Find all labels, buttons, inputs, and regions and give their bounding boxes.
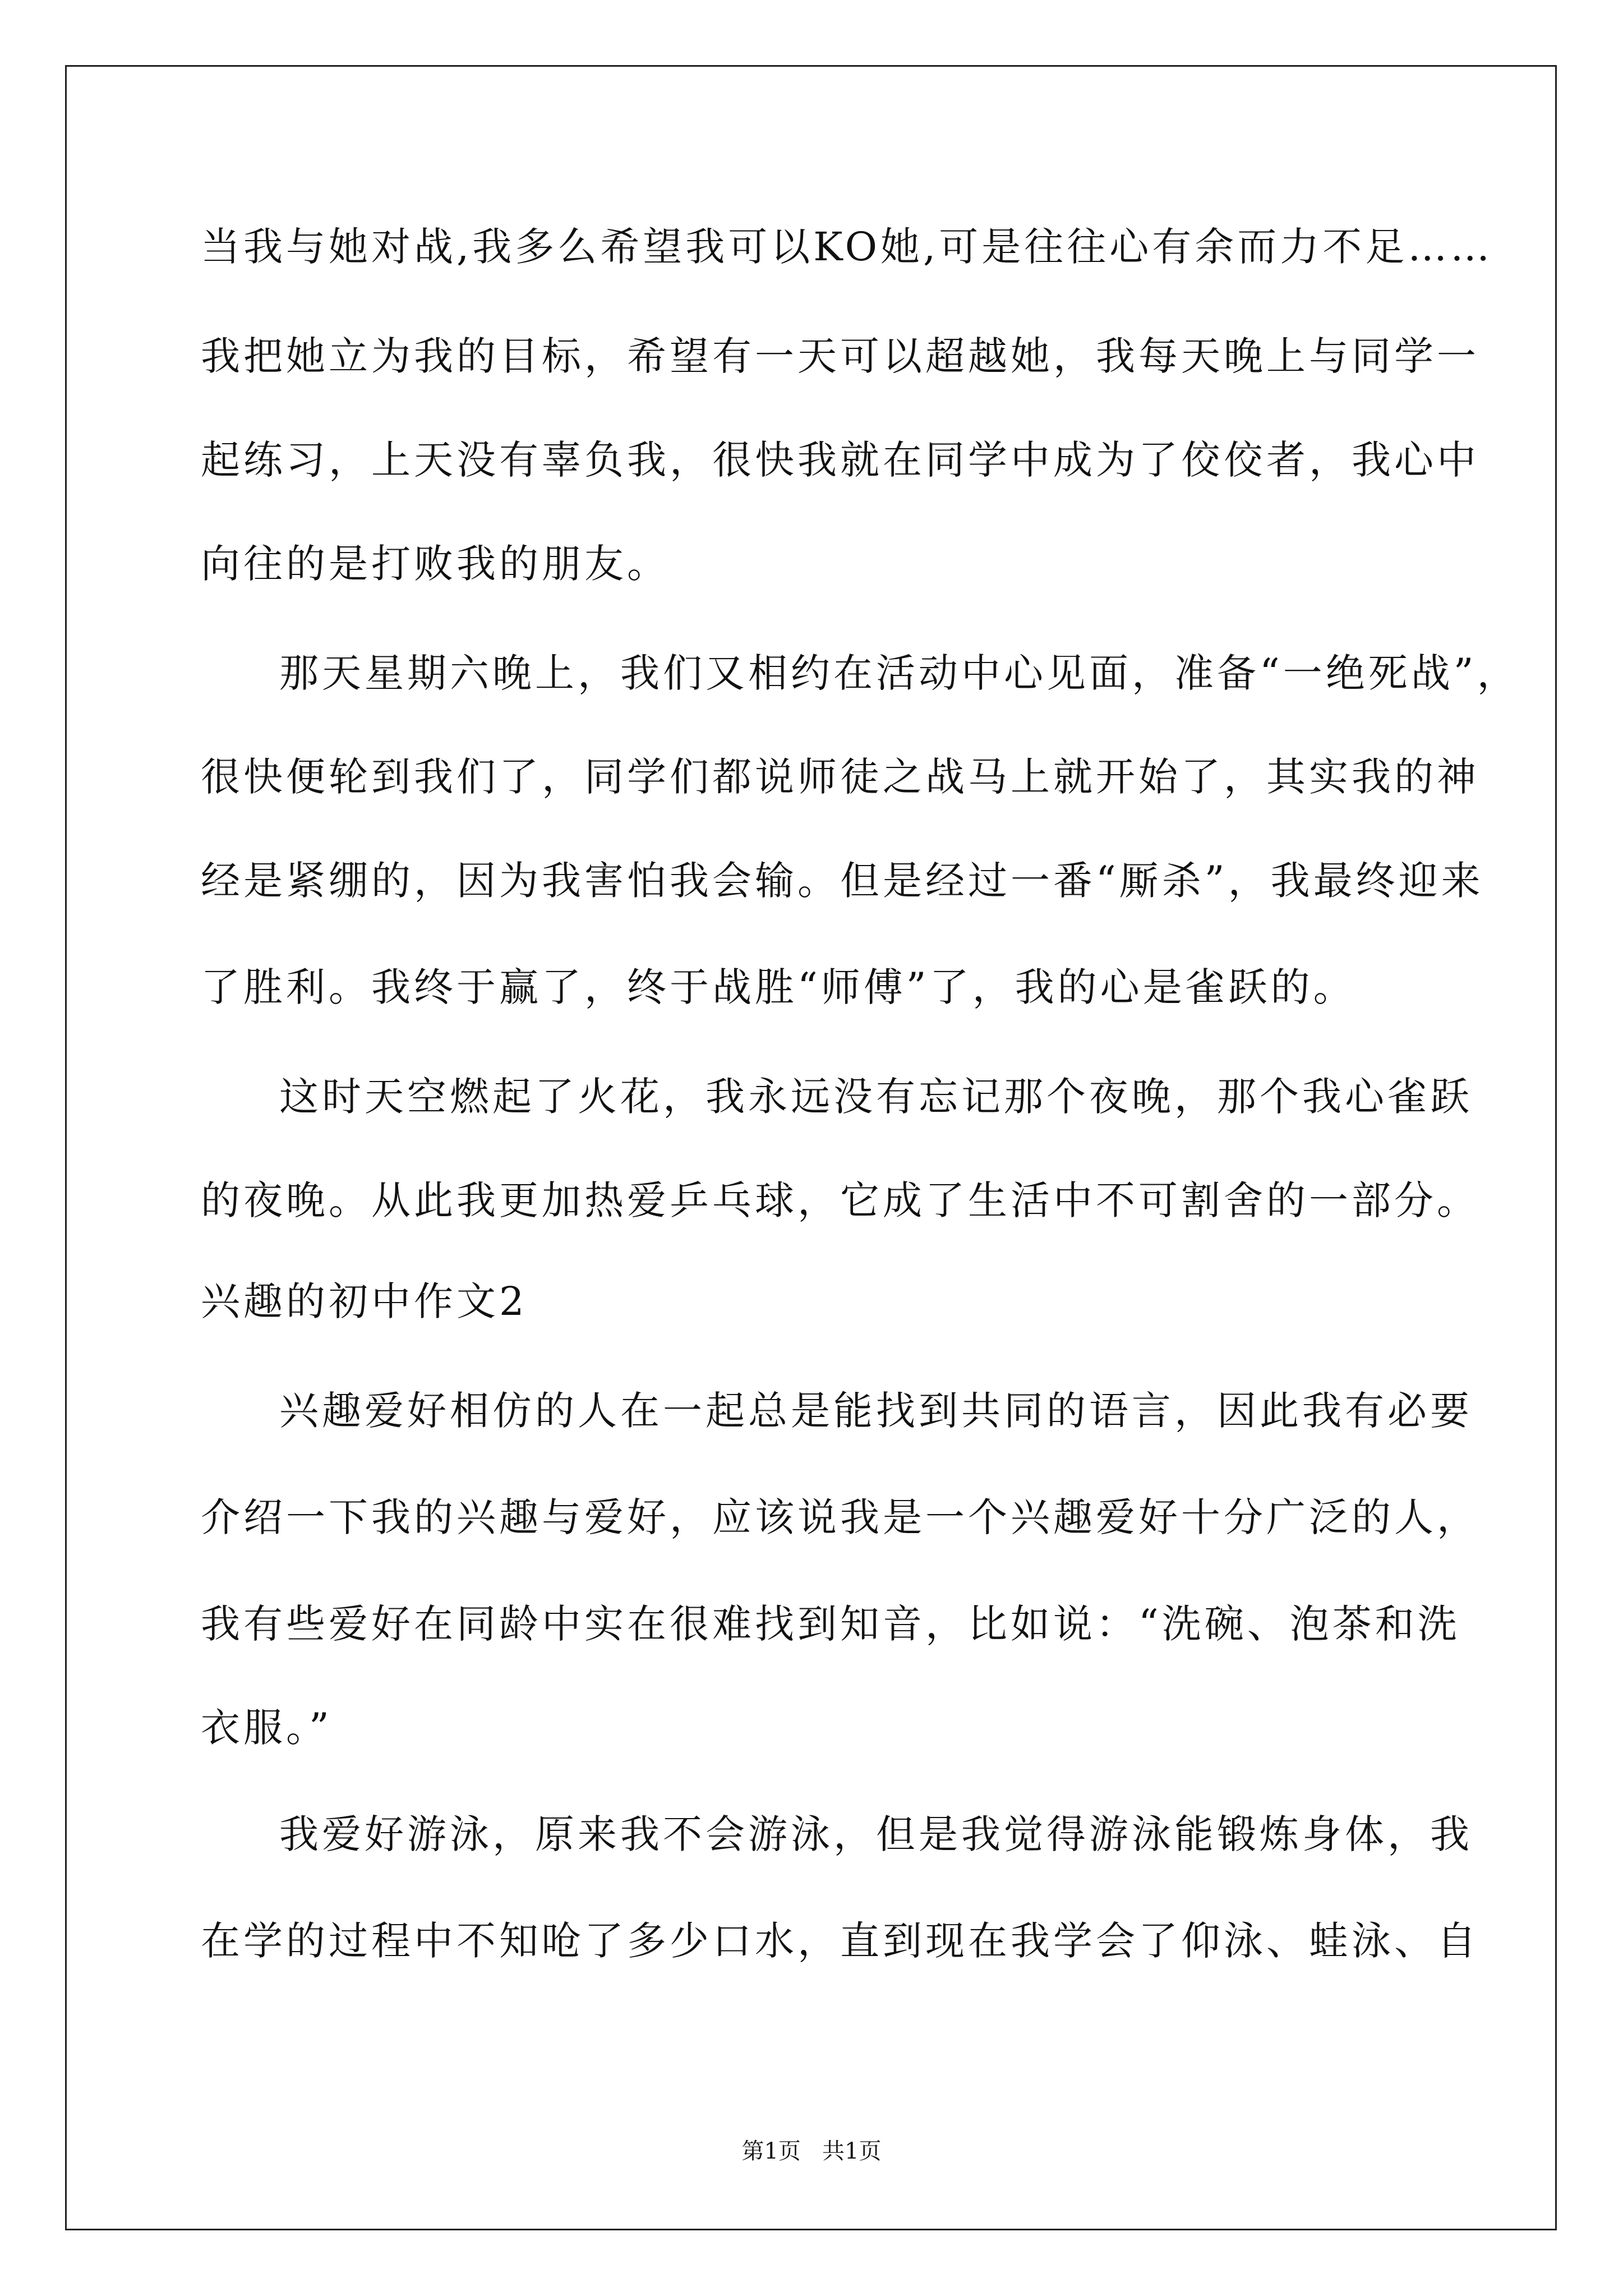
text-line: 在学的过程中不知呛了多少口水，直到现在我学会了仰泳、蛙泳、自: [201, 1918, 1479, 1964]
text-line: 起练习，上天没有辜负我，很快我就在同学中成为了佼佼者，我心中: [201, 437, 1479, 483]
text-line: 的夜晚。从此我更加热爱乒乓球，它成了生活中不可割舍的一部分。: [201, 1177, 1479, 1223]
paragraph-first-line: 兴趣爱好相仿的人在一起总是能找到共同的语言，因此我有必要: [279, 1388, 1473, 1434]
paragraph-first-line: 这时天空燃起了火花，我永远没有忘记那个夜晚，那个我心雀跃: [279, 1074, 1473, 1120]
text-line: 经是紧绷的，因为我害怕我会输。但是经过一番“厮杀”，我最终迎来: [201, 858, 1484, 904]
text-line: 我有些爱好在同龄中实在很难找到知音，比如说：“洗碗、泡茶和洗: [201, 1601, 1460, 1647]
text-line: 了胜利。我终于赢了，终于战胜“师傅”了，我的心是雀跃的。: [201, 964, 1356, 1010]
paragraph-first-line: 那天星期六晚上，我们又相约在活动中心见面，准备“一绝死战”，: [279, 650, 1520, 696]
text-line: 向往的是打败我的朋友。: [201, 541, 670, 587]
page-number-footer: 第1页 共1页: [741, 2138, 882, 2164]
text-line: 介绍一下我的兴趣与爱好，应该说我是一个兴趣爱好十分广泛的人，: [201, 1494, 1479, 1540]
paragraph-first-line: 我爱好游泳，原来我不会游泳，但是我觉得游泳能锻炼身体，我: [279, 1811, 1473, 1857]
text-line: 当我与她对战,我多么希望我可以KO她,可是往往心有余而力不足……: [201, 224, 1493, 270]
text-line: 我把她立为我的目标，希望有一天可以超越她，我每天晚上与同学一: [201, 333, 1479, 379]
page-border: [65, 65, 1557, 2230]
section-heading: 兴趣的初中作文2: [201, 1278, 528, 1324]
text-line: 很快便轮到我们了，同学们都说师徒之战马上就开始了，其实我的神: [201, 754, 1479, 800]
text-line: 衣服。”: [201, 1705, 333, 1751]
